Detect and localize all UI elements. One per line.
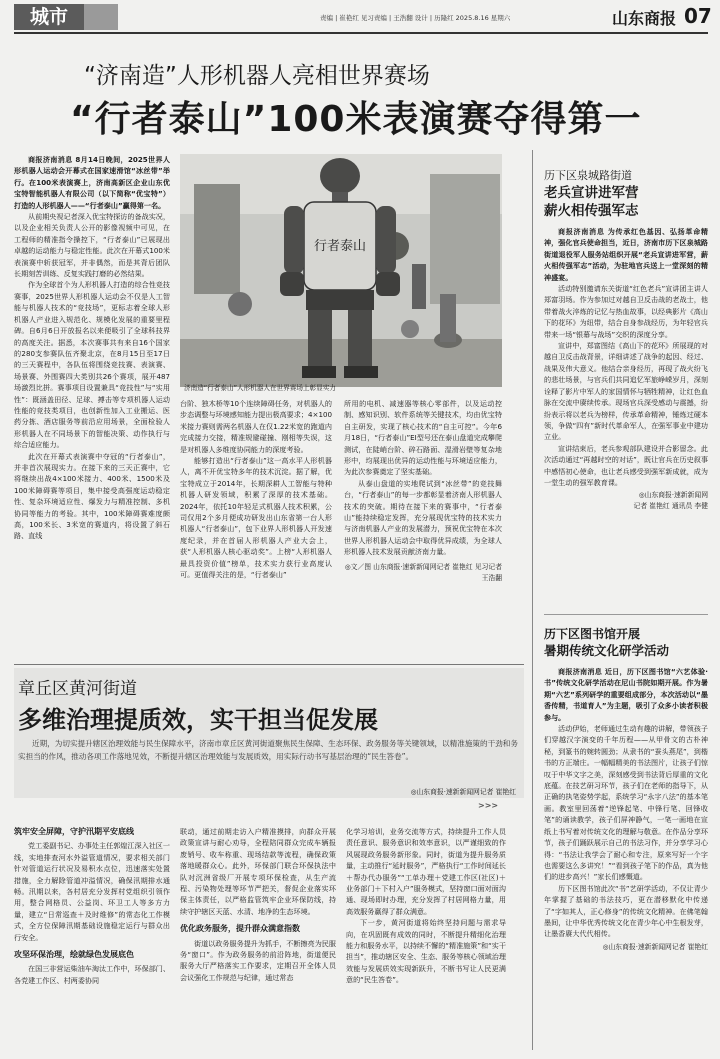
paragraph: 宣讲结束后，老兵参观部队建设并合影留念。此次活动通过“再越时空的对话”，既让官兵在历史叙事中感悟初心使命，也让老兵感受到强军新成就，成为一堂生动的强军教育课。 bbox=[544, 443, 708, 487]
right2-kicker: 历下区图书馆开展 bbox=[544, 627, 641, 641]
main-story-col2 bbox=[180, 398, 332, 581]
main-kicker: “济南造”人形机器人亮相世界赛场 bbox=[84, 63, 430, 89]
paragraph: 活动伊始，老师通过生动有趣的讲解，带领孩子们穿越汉字演变的千年历程——从甲骨文的古朴神秘，到篆书的婉转圆劲；从隶书的“蚕头燕尾”，到楷书的方正端庄。一幅幅精美的书法图片，让孩子们惊叹于中华文字之美，深刻感受到书法背后厚重的文化底蕴。在技艺研习环节，孩子们在老师的指导下，从正确的执笔姿势学起，系统学习“永字八法”的基本笔画。教室里回荡着“逆锋起笔、中锋行笔、回锋收笔”的诵读教学，孩子们屏神静气，一笔一画地在宣纸上书写着对传统文化的理解与敬意。在作品分享环节，孩子们踊跃展示自己的书法习作，并分享学习心得：“书法让我学会了耐心和专注，原来写好一个字也需要这么多讲究！”“看到孩子笔下的作品，真为他们的进步高兴！”家长们感慨道。 bbox=[544, 724, 708, 882]
bottom-divider bbox=[14, 664, 524, 665]
right2-title: 暑期传统文化研学活动 bbox=[544, 643, 670, 658]
right1-byline-2: 记者 崔艳红 通讯员 李健 bbox=[633, 502, 708, 511]
bottom-intro bbox=[18, 738, 518, 763]
editor-meta: 责编 | 崔艳红 见习责编 | 王浩翻 设计 | 历隆红 2025.8.16 星期六 bbox=[320, 14, 511, 22]
right1-title-1: 老兵宣讲进军营 bbox=[544, 185, 639, 201]
paragraph: 台阶、独木桥等10个连续障碍任务，对机器人的步态调整与环境感知能力提出极高要求；4×100米接力赛则需两名机器人在仅1.22米宽的跑道内完成接力交接，精准规避碰撞、刚相等失误，这是对机器人多维度协同能力的深度考验。 bbox=[180, 399, 332, 454]
paragraph: 下一步，黄河街道将始终坚持问题与需求导向，在巩固既有成效的同时，不断提升精细化治理能力和服务水平，以持续不懈的“精准施策”和“实干担当”，推动辖区安全、生态、服务等核心领域治理效能与发展质效实现新跃升，不断书写让人民更满意的“民生答卷”。 bbox=[346, 918, 506, 985]
paper-name: 山东商报 bbox=[612, 9, 677, 28]
bottom-col3 bbox=[346, 826, 506, 986]
subhead: 优化政务服务，提升群众满意指数 bbox=[180, 924, 300, 934]
paragraph: 能够打造出“行者泰山”这一高水平人形机器人，离不开优宝特多年的技术沉淀。据了解，优宝特成立于2014年，长期深耕人工智能与特种机器人研发领域，积累了深厚的技术基础。2024年，依托10年轻足式机器人技术积累，公司仅用2个多月便成功研发出山东省第一台人形机器人“行者泰山”，包下业界人形机器人开发速度纪录，并在首届人形机器人产业大会上，获“人形机器人核心驱动奖”。上榜“人形机器人最具投资价值”榜单，技术实力获行业高度认可。更值得关注的是，“行者泰山” bbox=[180, 456, 332, 580]
bottom-headline: 多维治理提质效，实干担当促发展 bbox=[18, 706, 378, 734]
right-divider bbox=[544, 614, 708, 615]
paragraph: 活动特别邀请东关街道“红色老兵”宣讲团主讲人郑富羽场。作为参加过对越自卫反击战的老战士，他带着战火淬炼的记忆与热血故事，以经典影片《高山下的花环》为纽带，结合自身参战经历，为年轻官兵带来一场“银幕与战场”交织的深度分享。 bbox=[544, 284, 708, 339]
section-tag: 城市 bbox=[14, 4, 84, 30]
photo-caption: 济南造“行者泰山”人形机器人在世界赛场上彰显实力 bbox=[184, 384, 336, 392]
section-tag-bar bbox=[84, 4, 118, 30]
robot-photo bbox=[180, 154, 502, 387]
main-story-col3 bbox=[344, 398, 502, 584]
paragraph: 所用的电机、减速器等核心零部件，以及运动控制、感知识别、软件系统等关键技术，均由优宝特自主研发，实现了核心技术的“自主可控”。今年6月18日，“行者泰山”EI型号还在泰山盘道完成攀爬测试，在陡峭台阶、碎石路面、湿滑岩壁等复杂地形中，均展现出优异的运动性能与环境适应能力，为此次参赛奠定了坚实基础。 bbox=[344, 399, 502, 477]
paragraph: 从前期央视记者深入优宝特探访的备战实况，以及企业相关负责人公开的影像视频中可见，在工程师的精准指令操控下，“行者泰山”已展现出卓越的运动能力与稳定性能。此次在开幕式100米表演赛中斩获冠军，并非偶然，而是其背后团队长期刻苦训练、反复实践打磨的必然结果。 bbox=[14, 212, 170, 279]
header-rule bbox=[14, 32, 708, 34]
right1-body bbox=[544, 226, 708, 488]
bottom-col2 bbox=[180, 826, 336, 983]
right2-body bbox=[544, 666, 708, 940]
paragraph: 商报济南消息 8月14日晚间，2025世界人形机器人运动会开幕式在国家速滑馆“冰丝带”举行。在100米表演赛上，济南高新区企业山东优宝特智能机器人有限公司（以下简称“优宝特”）打造的人形机器人——“行者泰山”赢得第一名。 bbox=[14, 155, 170, 210]
paragraph: 作为全球首个为人形机器人打造的综合性竞技赛事，2025世界人形机器人运动会不仅是人工智能与机器人技术的“竞技场”，更标志着全球人形机器人产业进入规范化、规模化发展的重要里程碑。自6月6日开放报名以来便吸引了全球科技界的高度关注。据悉，本次赛事共有来自16个国家的280支参赛队伍齐聚北京，在8月15日至17日的三天赛程中，各队伍将围绕竞技赛、表演赛、场景赛、外围赛四大类别共26个赛项，展开487场激烈比拼。赛事项目设置兼具“竞技性”与“实用性”：既涵盖田径、足球、搏击等专项机器人运动性能的竞技类项目，也创新性加入工业搬运、医药分拣、酒店服务等前沿应用场景，全面检验人形机器人在不同场景下的智能决策、动作执行与综合适应能力。 bbox=[14, 280, 170, 450]
paragraph: 历下区图书馆此次“书”艺研学活动，不仅让青少年掌握了基础的书法技巧，更在潜移默化中传递了“字如其人，正心修身”的传统文化精神。在佛笔翰墨间，让中华优秀传统文化在青少年心中生根发芽，让墨香赓大代代相传。 bbox=[544, 883, 708, 939]
bottom-intro-byline: ◎山东商报·速新新闻网记者 崔艳红 bbox=[410, 788, 516, 796]
paragraph: 此次在开幕式表演赛中夺冠的“行者泰山”，并非首次展现实力。在接下来的三天正赛中，它将继续出战4×100米接力、400米、1500米及100米障碍赛等项目，集中接受高强度运动稳定性、复杂环境适应性、爆发力与精准控制、多机协同等能力的考验。其中，100米障碍赛难度颇高，100米长、3米宽的赛道内，将设置了斜石路、直线 bbox=[14, 451, 170, 541]
main-story-col1 bbox=[14, 154, 170, 542]
paragraph: 联动，通过前期走访入户精准摸排，向群众开展政策宣讲与耐心劝导，全程陪同群众完成车辆报废销号、收车称重、现场结款等流程，确保政策落地暖群众心。此外，环保部门联合环保执法中队对沉洲省级厂开展专项环保检查，从生产流程、污染物处理等环节严把关，督促企业落实环保主体责任，以严格监管筑牢企业环保防线，持续守护辖区天蓝、水清、地净的生态环境。 bbox=[180, 827, 336, 916]
column-rule bbox=[532, 150, 533, 1050]
more-arrow: >>> bbox=[478, 801, 499, 810]
paragraph: 近期，为切实提升辖区治理效能与民生保障水平，济南市章丘区黄河街道聚焦民生保障、生态环保、政务服务等关键领域，以精准施策的干劲和务实担当的作风，推动各项工作落地见效，不断提升辖区治理效能与发展质效，用实际行动书写基层治理的“民生答卷”。 bbox=[18, 739, 518, 761]
paragraph: 商报济南消息 为传承红色基因、弘扬革命精神，强化官兵使命担当，近日，济南市历下区泉城路街道退役军人服务站组织开展“老兵宣讲进军营，薪火相传强军志”活动，为驻地官兵送上一堂深刻的精神盛宴。 bbox=[544, 227, 708, 282]
subhead: 攻坚环保治理，绘就绿色发展底色 bbox=[14, 950, 134, 960]
paragraph: 宣讲中，郑富图结《高山下的花环》所展现的对越自卫反击战背景，详细讲述了战争的起因、经过、战果及伟大意义。他结合亲身经历，再现了战火纷飞的悲壮场景，与官兵们共同追忆军旅峥嵘岁月，深刻诠释了影片中军人的家国情怀与牺牲精神，让红色血脉在交流中赓续传承。现场官兵深受感动与震撼，纷纷表示将以老兵为榜样，传承革命精神，锤炼过硬本领，争做“四有”新时代革命军人，在强军事业中建功立业。 bbox=[544, 341, 708, 442]
main-headline: “行者泰山”100米表演赛夺得第一 bbox=[70, 99, 642, 140]
paragraph: 在国三非营运柴油车淘汰工作中，环保部门、各党建工作区、村两委协同 bbox=[14, 964, 170, 985]
robot-chest-text: 行者泰山 bbox=[313, 239, 367, 254]
paragraph: 党工委副书记、办事处主任郭煌江深入社区一线，实地排查河水外溢管道情况，要求相关部门针对管道运行状况及易积水点位，迅速落实处置措施，全力解除管道冲溢情况，确保汛期排水通畅。汛期以来，各村居充分发挥村党组织引领作用，整合网格员、公益岗、环卫工人等多方力量，建立“日常巡查＋及时维修”的常态化工作模式，全方位保障汛期基础设施稳定运行与群众出行安全。 bbox=[14, 841, 170, 942]
page-header bbox=[0, 0, 720, 32]
paragraph: 从泰山盘道的实地爬试到“冰丝带”的竞技舞台，“行者泰山”的每一步都彰显着济南人形机器人技术的突破。期待在接下来的赛事中，“行者泰山”能持续稳定发挥，充分展现优宝特的技术实力与济南机器人产业的发展潜力，预祝优宝特在本次世界人形机器人运动会中取得优异成绩，为全球人形机器人技术发展贡献济南力量。 bbox=[344, 478, 502, 557]
right2-byline: ◎山东商报·速新新闻网记者 崔艳红 bbox=[602, 942, 708, 951]
subhead: 筑牢安全屏障，守护汛期平安底线 bbox=[14, 827, 134, 836]
main-byline: ◎文／图 山东商报·速新新闻网记者 崔艳红 见习记者 王浩翻 bbox=[344, 562, 502, 582]
right1-title-2: 薪火相传强军志 bbox=[544, 203, 639, 219]
bottom-col1 bbox=[14, 826, 170, 986]
paragraph: 化学习培训，业务交流等方式，持续提升工作人员责任意识、服务意识和效率意识，以严谨细致的作风展现政务服务新形象。同时，街道为提升服务质量，主动推行“延时服务”，严格执行“工作时间延长＋帮办代办服务”“工单办理＋党建工作区(社区)＋业务部门＋下村入户”服务模式，坚持窗口面对面沟通、现场即时办理，充分发挥了村居网格力量，用高效服务赢得了群众满意。 bbox=[346, 827, 506, 916]
right1-byline-1: ◎山东商报·速新新闻网 bbox=[638, 491, 708, 500]
paragraph: 街道以政务服务提升为抓手，不断擦亮为民服务“窗口”。作为政务服务的前沿阵地，街道便民服务大厅严格落实工作要求，定期召开全体人员会议强化工作规范与纪律，通过常态 bbox=[180, 938, 336, 982]
right-story-1 bbox=[544, 168, 708, 512]
right1-kicker: 历下区泉城路街道 bbox=[544, 169, 632, 182]
bottom-kicker: 章丘区黄河街道 bbox=[18, 679, 137, 699]
paragraph: 商报济南消息 近日，历下区图书馆“六艺体验·书”传统文化研学活动在尼山书院如期开展。作为暑期“六艺”系列研学的重要组成部分，本次活动以“墨香传精，书道育人”为主题，吸引了众多小读者积极参与。 bbox=[544, 667, 708, 722]
right-story-2 bbox=[544, 626, 708, 953]
page-number: 07 bbox=[684, 4, 712, 28]
